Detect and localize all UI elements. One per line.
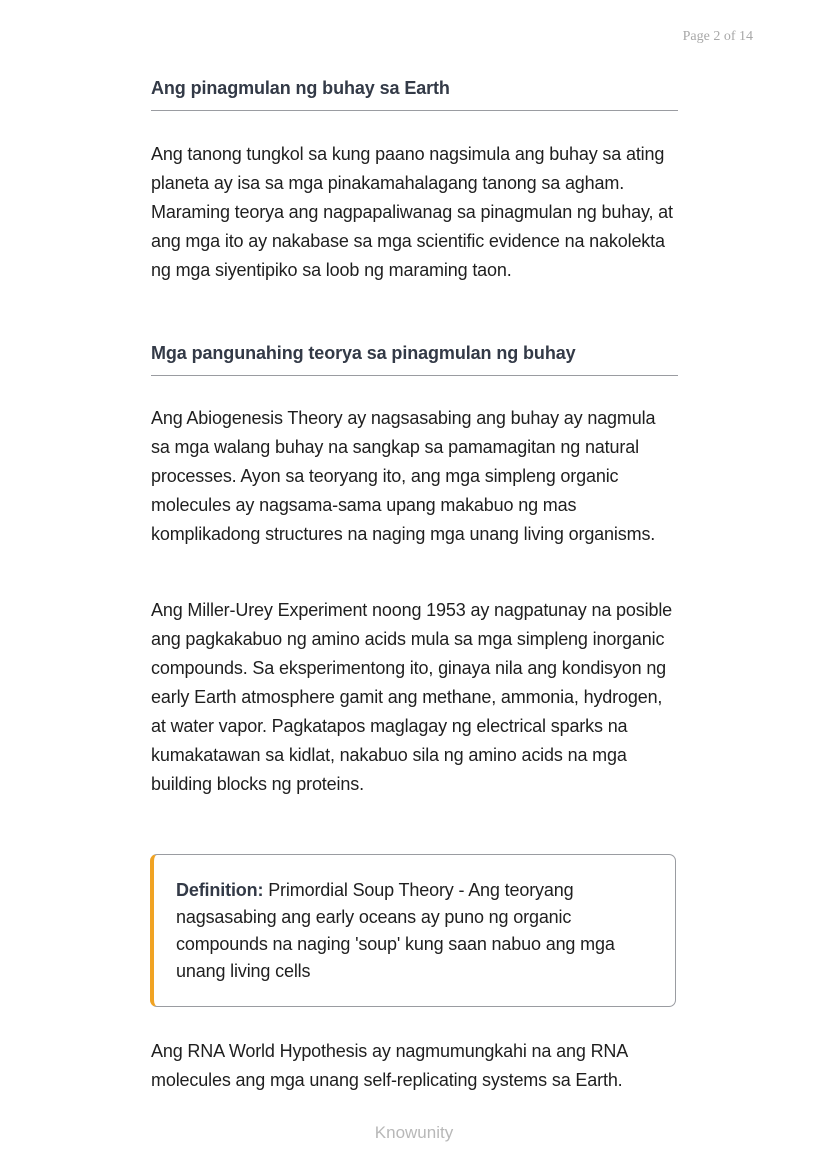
section-heading-main-theories: Mga pangunahing teorya sa pinagmulan ng buhay	[151, 343, 678, 376]
definition-text	[176, 877, 666, 985]
miller-urey-paragraph: Ang Miller-Urey Experiment noong 1953 ay nagpatunay na posible ang pagkakabuo ng amino acids mula sa mga simpleng inorganic compounds. Sa eksperimentong ito, ginaya nila ang kondisyon ng early Earth atmosphere gamit ang methane, ammonia, hydrogen, at water vapor. Pagkatapos maglagay ng electrical sparks na kumakatawan sa kidlat, nakabuo sila ng amino acids na mga building blocks ng proteins.	[151, 600, 673, 794]
definition-body: Primordial Soup Theory - Ang teoryang nagsasabing ang early oceans ay puno ng organic compounds na naging 'soup' kung saan nabuo ang mga unang living cells	[176, 880, 615, 981]
footer-brand: Knowunity	[374, 1123, 454, 1142]
intro-paragraph: Ang tanong tungkol sa kung paano nagsimula ang buhay sa ating planeta ay isa sa mga pinakamahalagang tanong sa agham. Maraming teorya ang nagpapaliwanag sa pinagmulan ng buhay, at ang mga ito ay nakabase sa mga scientific evidence na nakolekta ng mga siyentipiko sa loob ng maraming taon.	[151, 144, 673, 280]
section-heading-origin-of-life: Ang pinagmulan ng buhay sa Earth	[151, 78, 678, 111]
definition-callout	[150, 854, 676, 1007]
page-number: Page 2 of 14	[682, 29, 753, 44]
rna-world-paragraph: Ang RNA World Hypothesis ay nagmumungkahi na ang RNA molecules ang mga unang self-replicating systems sa Earth.	[151, 1041, 628, 1090]
abiogenesis-paragraph: Ang Abiogenesis Theory ay nagsasabing ang buhay ay nagmula sa mga walang buhay na sangkap sa pamamagitan ng natural processes. Ayon sa teoryang ito, ang mga simpleng organic molecules ay nagsama-sama upang makabuo ng mas komplikadong structures na naging mga unang living organisms.	[151, 408, 656, 544]
definition-label: Definition:	[176, 880, 264, 900]
